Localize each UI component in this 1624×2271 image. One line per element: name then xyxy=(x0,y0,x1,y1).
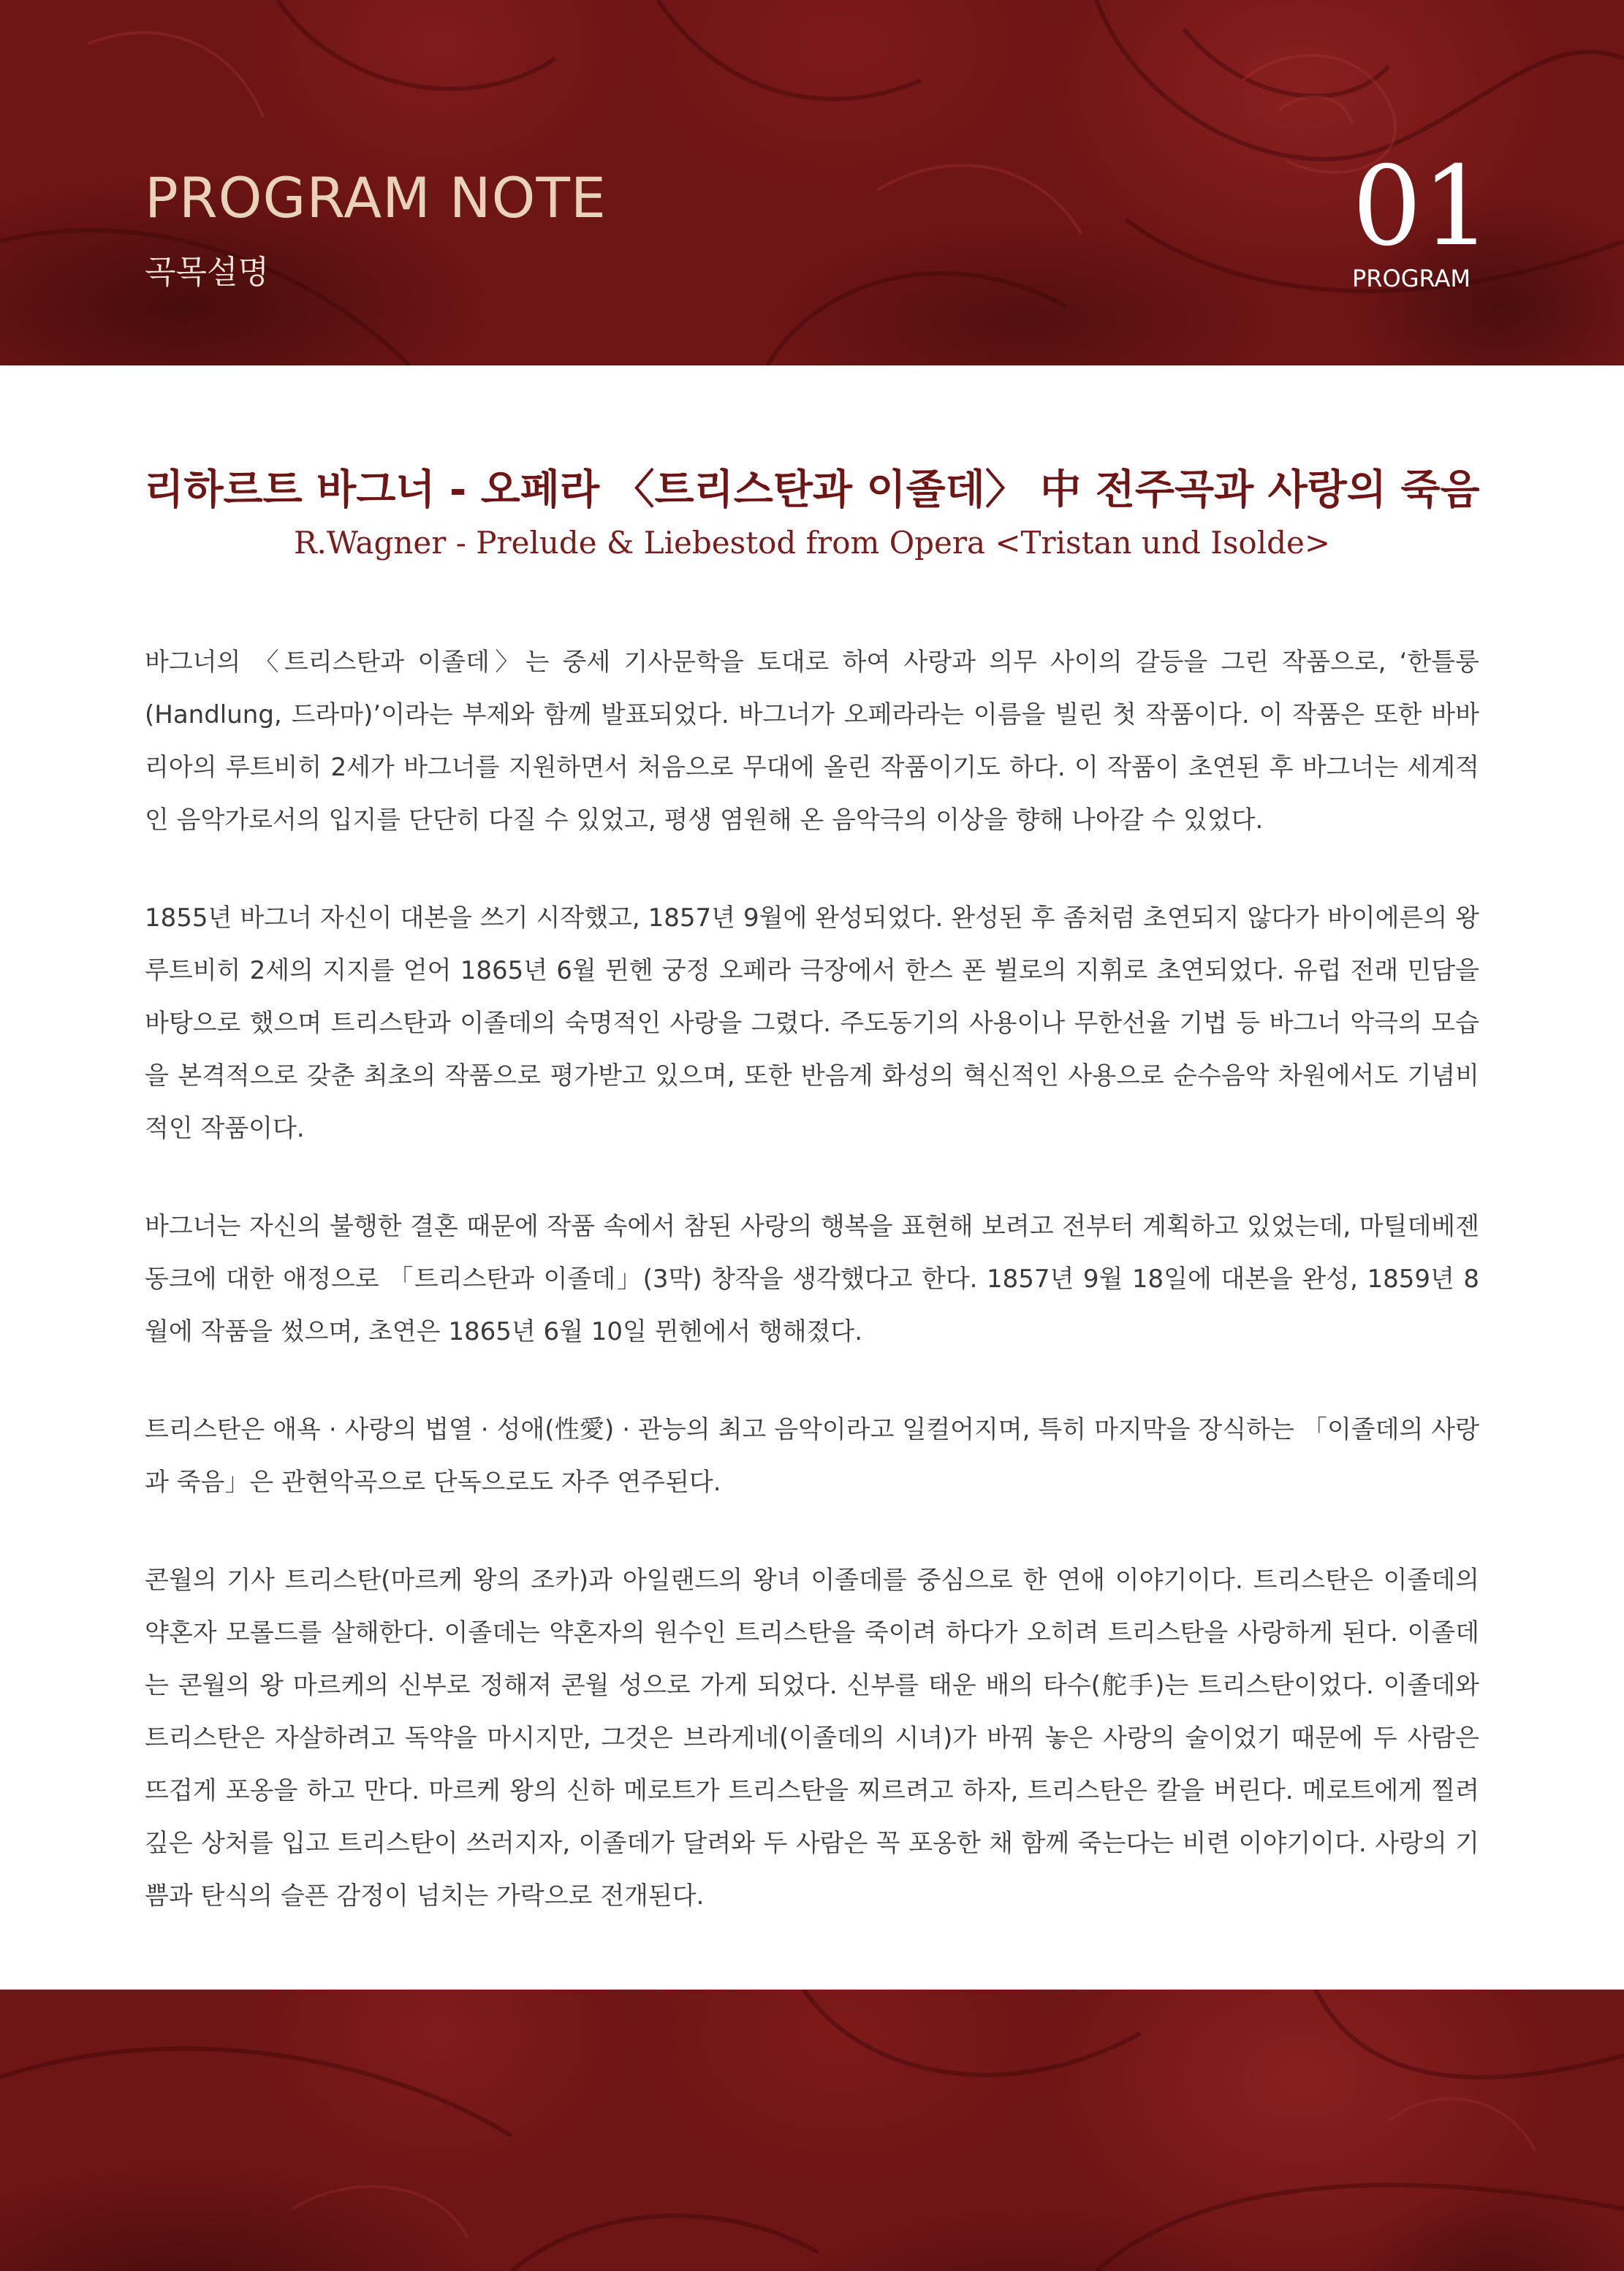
program-note-body xyxy=(145,636,1479,1968)
header-title: PROGRAM NOTE xyxy=(145,165,607,230)
program-label: PROGRAM xyxy=(1352,265,1471,292)
footer-banner xyxy=(0,1990,1624,2271)
paragraph: 1855년 바그너 자신이 대본을 쓰기 시작했고, 1857년 9월에 완성되었다. 완성된 후 좀처럼 초연되지 않다가 바이에른의 왕 루트비히 2세의 지지를 얻어 1865년 6월 뮌헨 궁정 오페라 극장에서 한스 폰 뷜로의 지휘로 초연되었다. 유럽 전래 민담을 바탕으로 했으며 트리스탄과 이졸데의 숙명적인 사랑을 그렸다. 주도동기의 사용이나 무한선율 기법 등 바그너 악극의 모습을 본격적으로 갖춘 최초의 작품으로 평가받고 있으며, 또한 반음계 화성의 혁신적인 사용으로 순수음악 차원에서도 기념비적인 작품이다. xyxy=(145,903,1479,1143)
header-banner xyxy=(0,0,1624,365)
piece-title-english: R.Wagner - Prelude & Liebestod from Opera <Tristan und Isolde> xyxy=(293,525,1331,561)
paragraph: 바그너의 〈트리스탄과 이졸데〉는 중세 기사문학을 토대로 하여 사랑과 의무 사이의 갈등을 그린 작품으로, ‘한틀룽(Handlung, 드라마)’이라는 부제와 함께 발표되었다. 바그너가 오페라라는 이름을 빌린 첫 작품이다. 이 작품은 또한 바바리아의 루트비히 2세가 바그너를 지원하면서 처음으로 무대에 올린 작품이기도 하다. 이 작품이 초연된 후 바그너는 세계적인 음악가로서의 입지를 단단히 다질 수 있었고, 평생 염원해 온 음악극의 이상을 향해 나아갈 수 있었다. xyxy=(145,648,1479,835)
paragraph: 콘월의 기사 트리스탄(마르케 왕의 조카)과 아일랜드의 왕녀 이졸데를 중심으로 한 연애 이야기이다. 트리스탄은 이졸데의 약혼자 모롤드를 살해한다. 이졸데는 약혼자의 원수인 트리스탄을 죽이려 하다가 오히려 트리스탄을 사랑하게 된다. 이졸데는 콘월의 왕 마르케의 신부로 정해져 콘월 성으로 가게 되었다. 신부를 태운 배의 타수(舵手)는 트리스탄이었다. 이졸데와 트리스탄은 자살하려고 독약을 마시지만, 그것은 브라게네(이졸데의 시녀)가 바꿔 놓은 사랑의 술이었기 때문에 두 사람은 뜨겁게 포옹을 하고 만다. 마르케 왕의 신하 메로트가 트리스탄을 찌르려고 하자, 트리스탄은 칼을 버린다. 메로트에게 찔려 깊은 상처를 입고 트리스탄이 쓰러지자, 이졸데가 달려와 두 사람은 꼭 포옹한 채 함께 죽는다는 비련 이야기이다. 사랑의 기쁨과 탄식의 슬픈 감정이 넘치는 가락으로 전개된다. xyxy=(145,1566,1479,1911)
header-subtitle: 곡목설명 xyxy=(145,254,270,291)
paragraph: 바그너는 자신의 불행한 결혼 때문에 작품 속에서 참된 사랑의 행복을 표현해 보려고 전부터 계획하고 있었는데, 마틸데베젠동크에 대한 애정으로 「트리스탄과 이졸데」(3막) 창작을 생각했다고 한다. 1857년 9월 18일에 대본을 완성, 1859년 8월에 작품을 썼으며, 초연은 1865년 6월 10일 뮌헨에서 행해졌다. xyxy=(145,1212,1479,1346)
program-number: 01 xyxy=(1352,143,1492,270)
paragraph: 트리스탄은 애욕 · 사랑의 법열 · 성애(性愛) · 관능의 최고 음악이라고 일컬어지며, 특히 마지막을 장식하는 「이졸데의 사랑과 죽음」은 관현악곡으로 단독으로도 자주 연주된다. xyxy=(145,1415,1479,1497)
rose-background-image xyxy=(0,1990,1624,2271)
piece-title-korean: 리하르트 바그너 - 오페라 〈트리스탄과 이졸데〉 中 전주곡과 사랑의 죽음 xyxy=(144,466,1480,514)
